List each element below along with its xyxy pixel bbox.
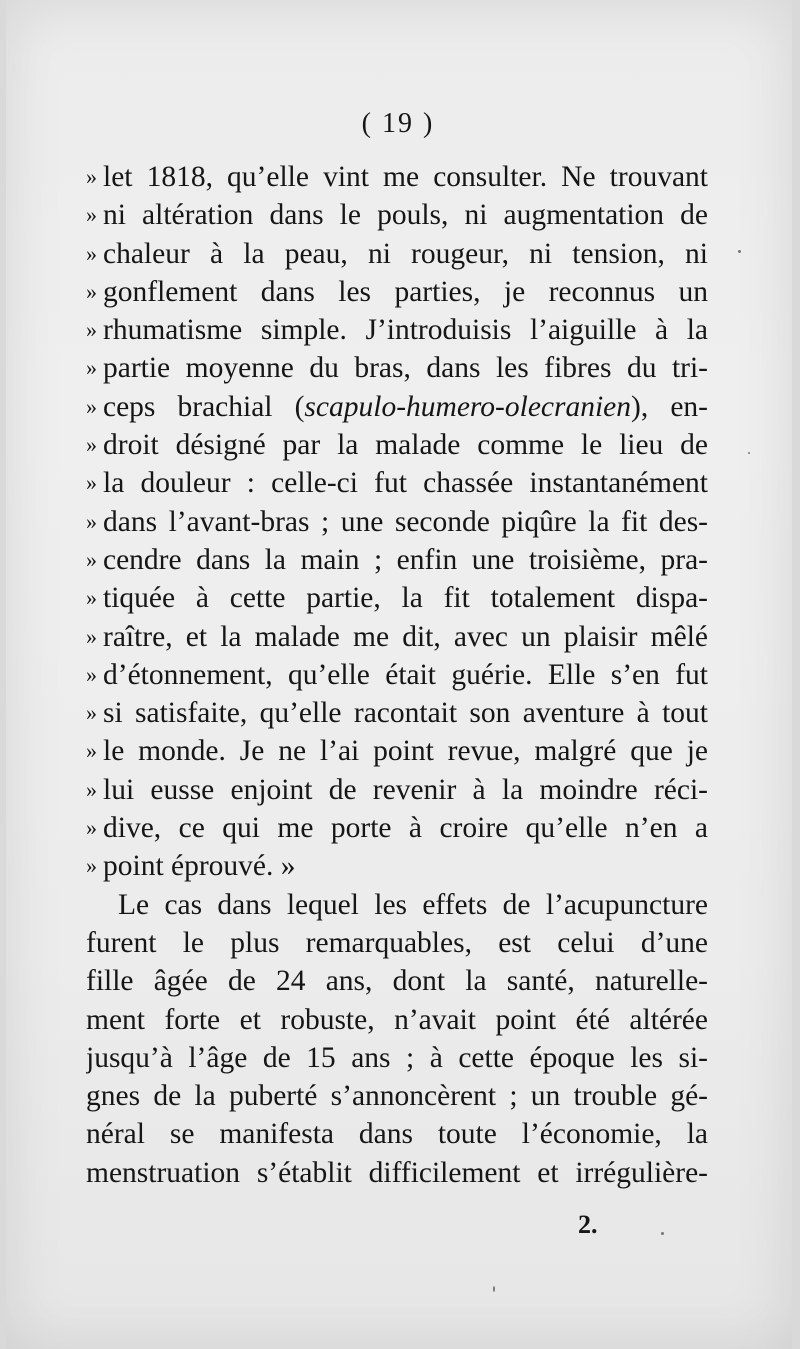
text-line [86, 656, 708, 694]
text-line [86, 694, 708, 732]
body-text [86, 158, 708, 1192]
text-line [86, 158, 708, 196]
quote-mark: » [86, 355, 97, 381]
text-line [86, 503, 708, 541]
line-text: rhumatisme simple. J’introduisis l’aiguille à la [103, 314, 708, 347]
text-line [86, 196, 708, 234]
line-text: gnes de la puberté s’annoncèrent ; un trouble gé- [86, 1080, 708, 1113]
line-text: d’étonnement, qu’elle était guérie. Elle s’en fut [103, 658, 708, 691]
line-text: dive, ce qui me porte à croire qu’elle n’en a [103, 812, 708, 845]
quote-mark: » [86, 432, 97, 458]
line-text: jusqu’à l’âge de 15 ans ; à cette époque les si- [86, 1041, 708, 1074]
quote-mark: » [86, 240, 97, 266]
quote-mark: » [86, 585, 97, 611]
line-text: fille âgée de 24 ans, dont la santé, naturelle- [86, 965, 708, 998]
line-text: ment forte et robuste, n’avait point été altérée [86, 1003, 708, 1036]
line-text: lui eusse enjoint de revenir à la moindre réci- [103, 773, 708, 806]
line-text: tiquée à cette partie, la fit totalement dispa- [103, 582, 708, 615]
quote-mark: » [86, 738, 97, 764]
ink-speck [738, 250, 741, 253]
line-text: chaleur à la peau, ni rougeur, ni tension, ni [103, 237, 708, 270]
line-text: point éprouvé. » [103, 850, 296, 883]
quote-mark: » [86, 546, 97, 572]
text-line [86, 809, 708, 847]
quote-mark: » [86, 700, 97, 726]
text-line [86, 1115, 708, 1153]
quote-mark: » [86, 815, 97, 841]
text-line [86, 541, 708, 579]
quote-mark: » [86, 508, 97, 534]
book-page [6, 0, 792, 1349]
text-line [86, 311, 708, 349]
line-text: ceps brachial ( [103, 390, 305, 423]
quote-mark: » [86, 393, 97, 419]
line-text: la douleur : celle-ci fut chassée instantanément [103, 467, 708, 500]
text-line [86, 618, 708, 656]
text-line [86, 1039, 708, 1077]
text-line [86, 1077, 708, 1115]
text-line [86, 1154, 708, 1192]
line-text: ni altération dans le pouls, ni augmentation de [103, 199, 708, 232]
ink-speck [748, 452, 750, 454]
quote-mark: » [86, 317, 97, 343]
text-line [86, 924, 708, 962]
text-line [86, 349, 708, 387]
line-text: si satisfaite, qu’elle racontait son aventure à tout [103, 697, 708, 730]
line-text: furent le plus remarquables, est celui d’une [86, 926, 708, 959]
text-line [86, 273, 708, 311]
line-text: droit désigné par la malade comme le lieu de [103, 429, 708, 462]
quote-mark: » [86, 278, 97, 304]
text-line [86, 388, 708, 426]
quote-mark: » [86, 776, 97, 802]
text-line [86, 235, 708, 273]
text-line [86, 426, 708, 464]
quote-mark: » [86, 202, 97, 228]
text-line [86, 464, 708, 502]
text-line [86, 1001, 708, 1039]
text-line [86, 771, 708, 809]
quote-mark: » [86, 164, 97, 189]
line-text: partie moyenne du bras, dans les fibres du tri- [103, 352, 708, 385]
line-text: raître, et la malade me dit, avec un plaisir mêlé [103, 620, 708, 653]
text-line [86, 847, 708, 885]
line-text: le monde. Je ne l’ai point revue, malgré que je [103, 735, 708, 768]
quote-mark: » [86, 470, 97, 496]
page-number: ( 19 ) [361, 108, 435, 139]
line-text: ), en- [631, 390, 708, 423]
quote-mark: » [86, 661, 97, 687]
line-text: let 1818, qu’elle vint me consulter. Ne trouvant [103, 161, 708, 193]
line-text: néral se manifesta dans toute l’économie, la [86, 1118, 708, 1151]
line-text: menstruation s’établit difficilement et irrégulière- [86, 1156, 708, 1189]
text-line [86, 579, 708, 617]
line-text: gonflement dans les parties, je reconnus un [103, 275, 708, 308]
ink-speck [493, 1286, 495, 1292]
ink-speck [661, 1232, 664, 1235]
line-text: Le cas dans lequel les effets de l’acupuncture [118, 888, 708, 921]
italic-term: scapulo-humero-olecranien [304, 390, 632, 423]
quote-mark: » [86, 623, 97, 649]
text-line [86, 886, 708, 924]
line-text: cendre dans la main ; enfin une troisième, pra- [103, 543, 708, 576]
line-text: dans l’avant-bras ; une seconde piqûre la fit des- [103, 505, 708, 538]
text-line [86, 732, 708, 770]
text-line [86, 962, 708, 1000]
quote-mark: » [86, 853, 97, 879]
printer-signature-mark: 2. [578, 1210, 598, 1239]
